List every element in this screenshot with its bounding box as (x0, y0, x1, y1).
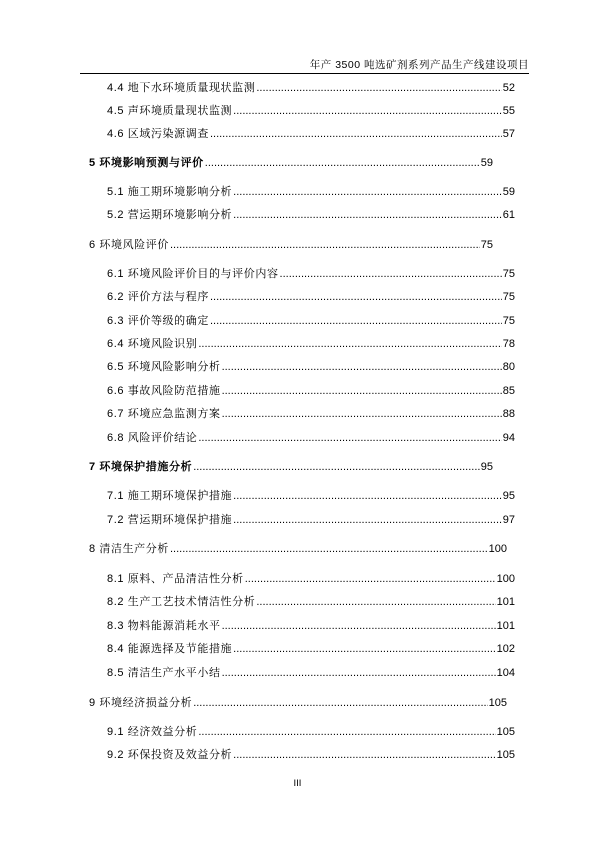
toc-leader (222, 360, 502, 374)
toc-entry-title: 6.4 环境风险识别 (107, 338, 198, 350)
toc-entry-title: 5 环境影响预测与评价 (89, 157, 204, 169)
toc-entry[interactable] (107, 185, 515, 199)
toc-entry-page: 105 (496, 749, 515, 761)
toc-entry-title: 4.6 区域污染源调查 (107, 128, 209, 140)
toc-entry-page: 105 (488, 697, 507, 709)
toc-entry-page: 101 (496, 620, 515, 632)
toc-entry[interactable] (107, 314, 515, 328)
toc-entry-title: 7.2 营运期环境保护措施 (107, 514, 233, 526)
toc-entry-title: 8.3 物料能源消耗水平 (107, 620, 221, 632)
toc-chapter[interactable] (89, 156, 493, 170)
toc-entry-title: 9.1 经济效益分析 (107, 726, 198, 738)
toc-entry-title: 8.2 生产工艺技术情洁性分析 (107, 596, 256, 608)
toc-entry-page: 100 (488, 543, 507, 555)
toc-entry-page: 95 (502, 490, 515, 502)
toc-entry-page: 102 (496, 643, 515, 655)
toc-chapter[interactable] (89, 238, 493, 252)
toc-entry[interactable] (107, 81, 515, 95)
toc-entry[interactable] (107, 619, 515, 633)
toc-entry-page: 55 (502, 105, 515, 117)
toc-entry-title: 4.4 地下水环境质量现状监测 (107, 82, 256, 94)
toc-leader (170, 542, 488, 556)
toc-leader (280, 267, 502, 281)
toc-entry[interactable] (107, 748, 515, 762)
toc-entry[interactable] (107, 290, 515, 304)
toc-leader (222, 619, 496, 633)
toc-entry-title: 8.1 原料、产品清洁性分析 (107, 573, 244, 585)
toc-entry-title: 9 环境经济损益分析 (89, 697, 193, 709)
toc-entry-title: 6.8 风险评价结论 (107, 432, 198, 444)
toc-leader (233, 513, 502, 527)
toc-entry-title: 6.7 环境应急监测方案 (107, 408, 221, 420)
toc-entry-page: 75 (480, 239, 493, 251)
toc-entry-title: 8.5 清洁生产水平小结 (107, 667, 221, 679)
toc-entry-page: 75 (502, 291, 515, 303)
toc-entry[interactable] (107, 104, 515, 118)
toc-entry-title: 4.5 声环境质量现状监测 (107, 105, 233, 117)
toc-entry[interactable] (107, 127, 515, 141)
toc-entry-page: 100 (496, 573, 515, 585)
toc-leader (205, 156, 480, 170)
toc-entry[interactable] (107, 267, 515, 281)
toc-leader (210, 127, 502, 141)
toc-chapter[interactable] (89, 542, 507, 556)
toc-entry-page: 97 (502, 514, 515, 526)
toc-leader (233, 104, 502, 118)
page-number: III (293, 778, 302, 789)
toc-chapter[interactable] (89, 696, 507, 710)
toc-entry-page: 105 (496, 726, 515, 738)
toc-entry[interactable] (107, 595, 515, 609)
toc-leader (222, 407, 502, 421)
toc-leader (170, 238, 480, 252)
toc-entry-title: 6 环境风险评价 (89, 239, 169, 251)
toc-leader (222, 666, 496, 680)
toc-entry[interactable] (107, 407, 515, 421)
running-header: 年产 3500 吨选矿剂系列产品生产线建设项目 (309, 59, 529, 71)
toc-entry[interactable] (107, 572, 515, 586)
toc-entry-title: 5.2 营运期环境影响分析 (107, 209, 233, 221)
toc-entry[interactable] (107, 489, 515, 503)
toc-leader (198, 337, 501, 351)
toc-entry-title: 6.5 环境风险影响分析 (107, 361, 221, 373)
toc-entry-title: 8.4 能源选择及节能措施 (107, 643, 233, 655)
toc-chapter[interactable] (89, 460, 493, 474)
toc-entry-page: 61 (502, 209, 515, 221)
toc-entry-title: 9.2 环保投资及效益分析 (107, 749, 233, 761)
toc-leader (256, 81, 501, 95)
toc-leader (210, 314, 502, 328)
toc-entry-page: 80 (502, 361, 515, 373)
toc-entry-page: 57 (502, 128, 515, 140)
toc-entry-page: 95 (480, 461, 493, 473)
toc-entry-title: 6.2 评价方法与程序 (107, 291, 209, 303)
toc-entry[interactable] (107, 513, 515, 527)
toc-entry-title: 6.3 评价等级的确定 (107, 315, 209, 327)
toc-entry-title: 7 环境保护措施分析 (89, 461, 193, 473)
header-rule (80, 73, 529, 74)
toc-leader (198, 431, 501, 445)
toc-leader (233, 642, 495, 656)
toc-entry[interactable] (107, 725, 515, 739)
toc-leader (233, 185, 502, 199)
toc-entry[interactable] (107, 337, 515, 351)
toc-entry[interactable] (107, 666, 515, 680)
toc-entry-page: 94 (502, 432, 515, 444)
toc-entry-title: 6.1 环境风险评价目的与评价内容 (107, 268, 279, 280)
toc-entry[interactable] (107, 360, 515, 374)
toc-leader (256, 595, 495, 609)
toc-leader (233, 489, 502, 503)
toc-entry-page: 75 (502, 315, 515, 327)
toc-leader (198, 725, 495, 739)
toc-leader (193, 460, 480, 474)
toc-leader (245, 572, 496, 586)
toc-entry-page: 88 (502, 408, 515, 420)
toc-entry-page: 78 (502, 338, 515, 350)
toc-leader (193, 696, 487, 710)
toc-entry[interactable] (107, 384, 515, 398)
toc-entry[interactable] (107, 431, 515, 445)
toc-entry-page: 52 (502, 82, 515, 94)
toc-entry-page: 75 (502, 268, 515, 280)
toc-leader (210, 290, 502, 304)
toc-entry[interactable] (107, 208, 515, 222)
toc-entry-title: 5.1 施工期环境影响分析 (107, 186, 233, 198)
toc-entry-title: 8 清洁生产分析 (89, 543, 169, 555)
toc-leader (222, 384, 502, 398)
toc-entry[interactable] (107, 642, 515, 656)
toc-leader (233, 208, 502, 222)
toc-entry-page: 85 (502, 385, 515, 397)
toc-entry-title: 7.1 施工期环境保护措施 (107, 490, 233, 502)
toc-entry-page: 59 (502, 186, 515, 198)
toc-entry-page: 59 (480, 157, 493, 169)
toc-leader (233, 748, 495, 762)
toc-entry-title: 6.6 事故风险防范措施 (107, 385, 221, 397)
toc-entry-page: 104 (496, 667, 515, 679)
toc-entry-page: 101 (496, 596, 515, 608)
